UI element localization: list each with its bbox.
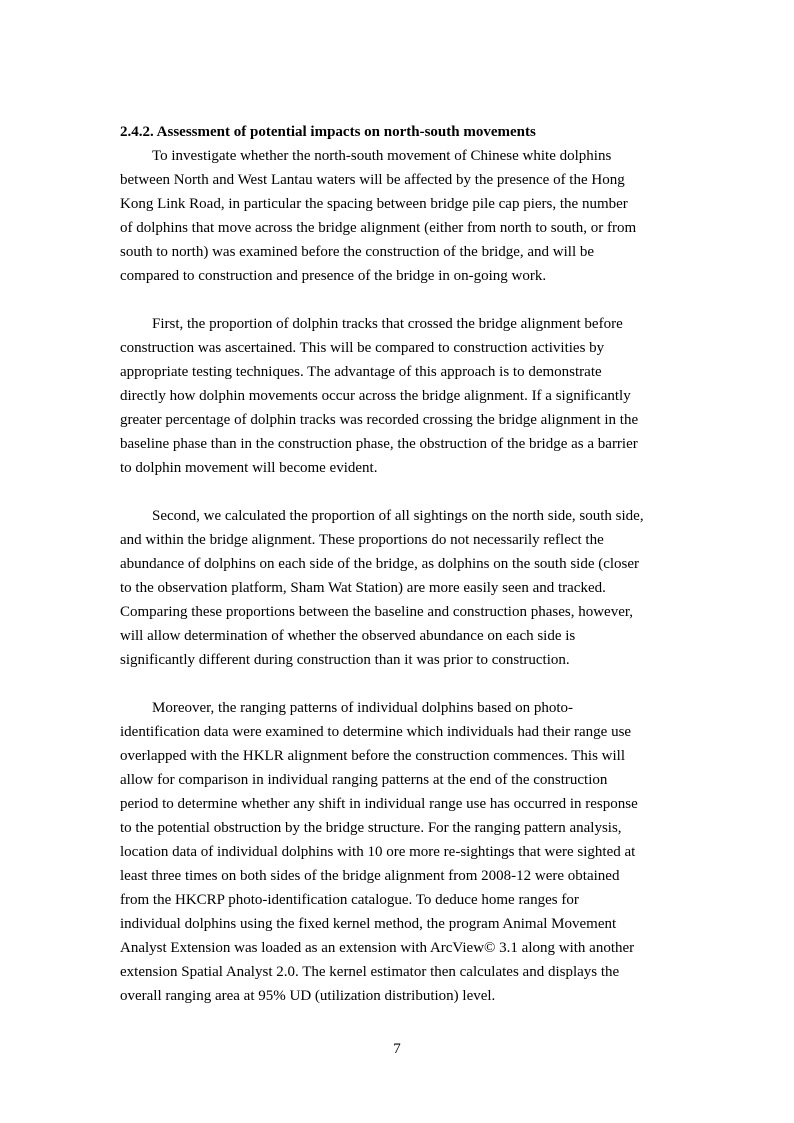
paragraph-line: identification data were examined to determine which individuals had their range use	[120, 724, 632, 740]
paragraph-second	[120, 504, 680, 672]
paragraph-line: least three times on both sides of the bridge alignment from 2008-12 were obtained	[120, 868, 620, 884]
paragraph-line: individual dolphins using the fixed kernel method, the program Animal Movement	[120, 916, 617, 932]
document-page	[120, 120, 680, 1008]
paragraph-line: extension Spatial Analyst 2.0. The kernel estimator then calculates and displays the	[120, 964, 620, 980]
paragraph-spacer	[120, 288, 680, 312]
paragraph-line: between North and West Lantau waters will be affected by the presence of the Hong	[120, 172, 625, 188]
paragraph-line: To investigate whether the north-south movement of Chinese white dolphins	[152, 148, 612, 164]
page-number: 7	[393, 1041, 401, 1057]
paragraph-line: compared to construction and presence of the bridge in on-going work.	[120, 268, 547, 284]
paragraph-line: will allow determination of whether the observed abundance on each side is	[120, 628, 576, 644]
paragraph-line: baseline phase than in the construction phase, the obstruction of the bridge as a barrier	[120, 436, 638, 452]
paragraph-line: abundance of dolphins on each side of the bridge, as dolphins on the south side (closer	[120, 556, 640, 572]
paragraph-line: Analyst Extension was loaded as an extension with ArcView© 3.1 along with another	[120, 940, 635, 956]
paragraph-line: Comparing these proportions between the baseline and construction phases, however,	[120, 604, 634, 620]
paragraph-line: overlapped with the HKLR alignment before the construction commences. This will	[120, 748, 626, 764]
paragraph-line: allow for comparison in individual ranging patterns at the end of the construction	[120, 772, 608, 788]
paragraph-line: greater percentage of dolphin tracks was recorded crossing the bridge alignment in the	[120, 412, 639, 428]
paragraph-line: south to north) was examined before the construction of the bridge, and will be	[120, 244, 595, 260]
paragraph-line: appropriate testing techniques. The advantage of this approach is to demonstrate	[120, 364, 602, 380]
paragraph-line: directly how dolphin movements occur across the bridge alignment. If a significantly	[120, 388, 631, 404]
paragraph-line: to dolphin movement will become evident.	[120, 460, 378, 476]
paragraph-line: from the HKCRP photo-identification catalogue. To deduce home ranges for	[120, 892, 579, 908]
paragraph-moreover	[120, 696, 680, 1008]
paragraph-first	[120, 312, 680, 480]
paragraph-line: to the potential obstruction by the bridge structure. For the ranging pattern analysis,	[120, 820, 622, 836]
paragraph-line: location data of individual dolphins with 10 ore more re-sightings that were sighted at	[120, 844, 636, 860]
paragraph-line: overall ranging area at 95% UD (utilization distribution) level.	[120, 988, 496, 1004]
paragraph-line: significantly different during construction than it was prior to construction.	[120, 652, 570, 668]
paragraph-line: construction was ascertained. This will be compared to construction activities by	[120, 340, 605, 356]
paragraph-line: and within the bridge alignment. These proportions do not necessarily reflect the	[120, 532, 604, 548]
paragraph-line: of dolphins that move across the bridge alignment (either from north to south, or from	[120, 220, 637, 236]
paragraph-line: First, the proportion of dolphin tracks that crossed the bridge alignment before	[152, 316, 623, 332]
paragraph-spacer	[120, 672, 680, 696]
paragraph-intro	[120, 144, 680, 288]
paragraph-line: Moreover, the ranging patterns of individual dolphins based on photo-	[152, 700, 573, 716]
paragraph-line: to the observation platform, Sham Wat Station) are more easily seen and tracked.	[120, 580, 606, 596]
paragraph-spacer	[120, 480, 680, 504]
paragraph-line: period to determine whether any shift in individual range use has occurred in response	[120, 796, 638, 812]
paragraph-line: Second, we calculated the proportion of all sightings on the north side, south side,	[152, 508, 644, 524]
section-heading: 2.4.2. Assessment of potential impacts on north-south movements	[120, 124, 536, 140]
paragraph-line: Kong Link Road, in particular the spacing between bridge pile cap piers, the number	[120, 196, 628, 212]
